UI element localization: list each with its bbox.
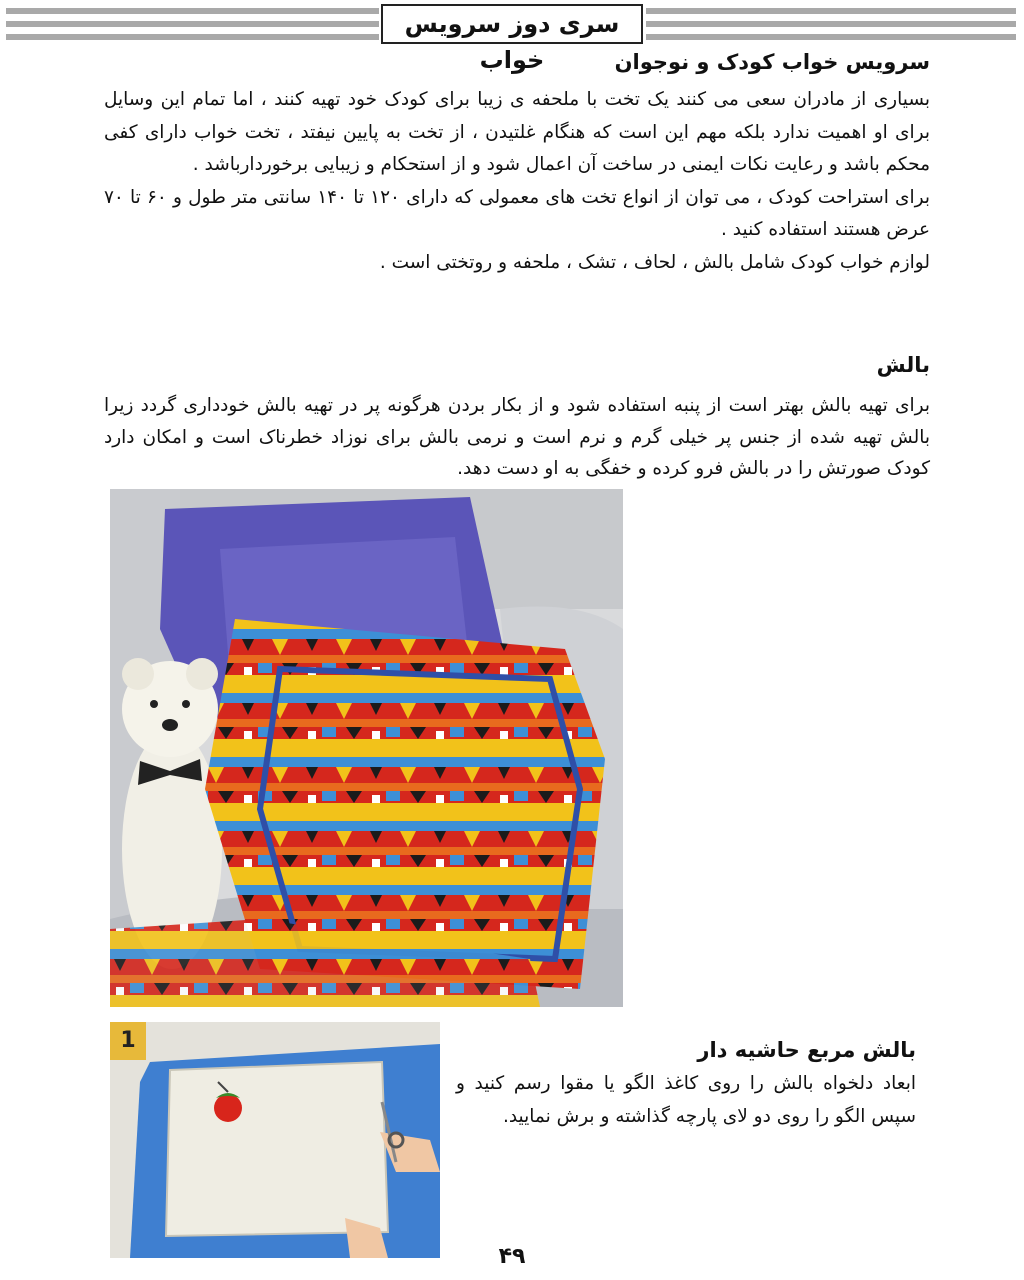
photo-fleece-pillows [110, 489, 623, 1007]
photo-step-1-pattern-cutting [110, 1022, 440, 1258]
section-heading-pillow: بالش [876, 353, 930, 377]
section-body-kids-bedding [104, 84, 930, 280]
paragraph-pillow: برای تهیه بالش بهتر است از پنبه استفاده شود و از بکار بردن هرگونه پر در تهیه بالش خودداری گردد زیرا بالش تهیه شده از جنس پر خیلی گرم و نرم است و نرمی بالش برای نوزاد خطرناک است و امکان دارد کودک صورتش را در بالش فرو کرده و خفگی به او دست دهد. [104, 395, 930, 479]
section-heading-square-bordered-pillow: بالش مربع حاشیه دار [697, 1038, 916, 1062]
paragraph-pattern-cutting: ابعاد دلخواه بالش را روی کاغذ الگو یا مقوا رسم کنید و سپس الگو را روی دو لای پارچه گذاشته و برش نمایید. [456, 1073, 916, 1127]
section-heading-kids-bedding: سرویس خواب کودک و نوجوان [614, 50, 930, 74]
paragraph-bedding-items: لوازم خواب کودک شامل بالش ، لحاف ، تشک ، ملحفه و روتختی است . [379, 251, 930, 273]
page-number: ۴۹ [498, 1244, 526, 1269]
header-rule-right [646, 8, 1016, 42]
section-body-pillow [104, 390, 930, 485]
section-body-square-bordered-pillow [456, 1068, 916, 1133]
pattern-cutting-illustration [110, 1022, 440, 1258]
step-number-badge: 1 [110, 1022, 146, 1060]
page-title: سری دوز سرویس خواب [381, 4, 643, 44]
header-rule-left [6, 8, 379, 42]
paragraph-bed-size: برای استراحت کودک ، می توان از انواع تخت های معمولی که دارای ۱۲۰ تا ۱۴۰ سانتی متر طول و ۶۰ تا ۷۰ عرض هستند استفاده کنید . [104, 186, 930, 241]
paragraph-intro: بسیاری از مادران سعی می کنند یک تخت با ملحفه ی زیبا برای کودک خود تهیه کنند ، اما تمام این وسایل برای او اهمیت ندارد بلکه مهم این است که هنگام غلتیدن ، از تخت به پایین نیفتد ، تخت خواب دارای کفی محکم باشد و رعایت نکات ایمنی در ساخت آن اعمال شود و از استحکام و زیبایی برخوردارباشد . [104, 89, 930, 176]
pillows-illustration [110, 489, 623, 1007]
